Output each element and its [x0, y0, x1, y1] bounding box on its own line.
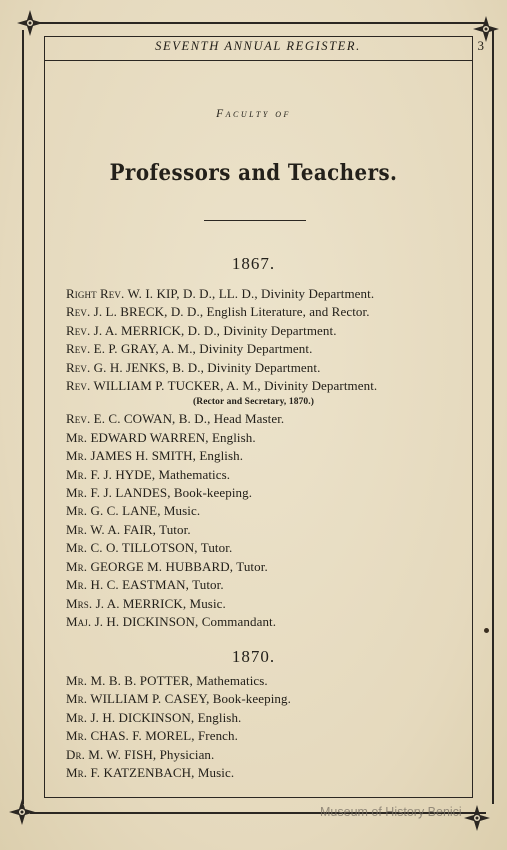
faculty-honorific: Mr. — [66, 709, 88, 725]
faculty-entry — [66, 727, 466, 745]
faculty-name-and-role: F. J. LANDES, Book-keeping. — [87, 485, 253, 501]
faculty-name-and-role: M. B. B. POTTER, Mathematics. — [87, 673, 268, 688]
faculty-name-and-role: C. O. TILLOTSON, Tutor. — [87, 540, 233, 556]
faculty-honorific: Rev. — [66, 341, 91, 357]
faculty-name-and-role: J. H. DICKINSON, English. — [87, 709, 242, 725]
page-number: 3 — [477, 38, 484, 53]
faculty-name-and-role: CHAS. F. MOREL, French. — [87, 728, 238, 744]
faculty-honorific: Maj. — [66, 613, 92, 629]
faculty-entry — [66, 595, 466, 613]
faculty-honorific: Rev. — [66, 322, 91, 338]
running-head-title: SEVENTH ANNUAL REGISTER. — [155, 39, 361, 53]
faculty-honorific: Mr. — [66, 691, 88, 707]
faculty-honorific: Rev. — [66, 378, 91, 394]
faculty-name-and-role: JAMES H. SMITH, English. — [87, 448, 244, 464]
faculty-honorific: Right Rev. — [66, 286, 125, 301]
faculty-entry — [66, 746, 466, 764]
faculty-honorific: Mrs. — [66, 595, 93, 611]
faculty-name-and-role: W. A. FAIR, Tutor. — [87, 521, 191, 537]
running-head-rule — [44, 60, 472, 61]
frame-inner-top-rule — [44, 36, 472, 37]
faculty-entry — [66, 709, 466, 727]
faculty-entry — [66, 377, 466, 395]
faculty-entry — [66, 484, 466, 502]
faculty-list-1870 — [66, 672, 466, 782]
faculty-name-and-role: J. H. DICKINSON, Commandant. — [91, 613, 277, 629]
corner-ornament-icon — [472, 15, 500, 43]
frame-inner-bottom-rule — [44, 797, 472, 798]
faculty-name-and-role: WILLIAM P. TUCKER, A. M., Divinity Department. — [90, 378, 378, 394]
faculty-name-and-role: GEORGE M. HUBBARD, Tutor. — [87, 558, 268, 574]
faculty-honorific: Mr. — [66, 577, 88, 593]
faculty-honorific: Mr. — [66, 558, 88, 574]
faculty-entry — [66, 447, 466, 465]
faculty-entry — [66, 322, 466, 340]
faculty-entry — [66, 576, 466, 594]
faculty-name-and-role: EDWARD WARREN, English. — [87, 429, 256, 445]
faculty-entry — [66, 410, 466, 428]
faculty-honorific: Mr. — [66, 521, 88, 537]
faculty-entry — [66, 429, 466, 447]
frame-inner-right-rule — [472, 36, 473, 798]
page-title: Professors and Teachers. — [109, 160, 398, 186]
title-divider — [204, 220, 306, 221]
faculty-honorific: Rev. — [66, 411, 91, 427]
faculty-name-and-role: WILLIAM P. CASEY, Book-keeping. — [87, 691, 291, 707]
running-head — [44, 38, 484, 58]
faculty-name-and-role: G. H. JENKS, B. D., Divinity Department. — [90, 359, 321, 375]
faculty-entry — [66, 340, 466, 358]
faculty-name-and-role: F. KATZENBACH, Music. — [87, 765, 235, 781]
corner-ornament-icon — [16, 9, 44, 37]
faculty-name-and-role: E. P. GRAY, A. M., Divinity Department. — [90, 341, 313, 357]
faculty-honorific: Mr. — [66, 503, 88, 519]
faculty-name-and-role: J. A. MERRICK, Music. — [92, 595, 226, 611]
section-subtitle: Faculty of — [216, 108, 291, 120]
faculty-entry — [66, 521, 466, 539]
faculty-entry — [66, 502, 466, 520]
faculty-entry — [66, 285, 466, 303]
frame-left-rule — [22, 30, 24, 804]
faculty-honorific: Mr. — [66, 485, 88, 501]
faculty-name-and-role: F. J. HYDE, Mathematics. — [87, 466, 231, 482]
faculty-entry — [66, 359, 466, 377]
faculty-entry — [66, 690, 466, 708]
corner-ornament-icon — [463, 804, 491, 832]
faculty-honorific: Mr. — [66, 448, 88, 464]
faculty-honorific: Mr. — [66, 728, 88, 744]
faculty-name-and-role: G. C. LANE, Music. — [87, 503, 201, 519]
faculty-entry — [66, 303, 466, 321]
faculty-note: (Rector and Secretary, 1870.) — [193, 397, 315, 408]
faculty-entry — [66, 613, 466, 631]
faculty-entry — [66, 466, 466, 484]
faculty-name-and-role: J. A. MERRICK, D. D., Divinity Department. — [90, 322, 337, 338]
frame-right-rule — [492, 30, 494, 804]
paper-blemish — [484, 628, 489, 633]
faculty-honorific: Mr. — [66, 540, 88, 556]
faculty-name-and-role: W. I. KIP, D. D., LL. D., Divinity Department. — [124, 286, 375, 301]
frame-top-rule — [30, 22, 486, 24]
faculty-name-and-role: M. W. FISH, Physician. — [84, 746, 215, 762]
faculty-name-and-role: E. C. COWAN, B. D., Head Master. — [90, 411, 285, 427]
watermark: Museum of History Benici — [320, 805, 462, 819]
faculty-name-and-role: J. L. BRECK, D. D., English Literature, and Rector. — [90, 304, 370, 320]
faculty-entry — [66, 558, 466, 576]
faculty-honorific: Mr. — [66, 429, 88, 445]
faculty-honorific: Rev. — [66, 304, 91, 320]
faculty-honorific: Mr. — [66, 765, 88, 781]
faculty-entry — [66, 672, 466, 690]
year-heading-1870: 1870. — [231, 647, 276, 666]
faculty-entry — [66, 764, 466, 782]
faculty-honorific: Rev. — [66, 359, 91, 375]
frame-inner-left-rule — [44, 36, 45, 798]
faculty-list-1867 — [66, 285, 466, 631]
year-heading-1867: 1867. — [231, 254, 276, 273]
faculty-name-and-role: H. C. EASTMAN, Tutor. — [87, 577, 224, 593]
faculty-entry — [66, 539, 466, 557]
faculty-honorific: Dr. — [66, 746, 85, 762]
corner-ornament-icon — [8, 798, 36, 826]
faculty-honorific: Mr. — [66, 466, 88, 482]
faculty-honorific: Mr. — [66, 673, 88, 688]
